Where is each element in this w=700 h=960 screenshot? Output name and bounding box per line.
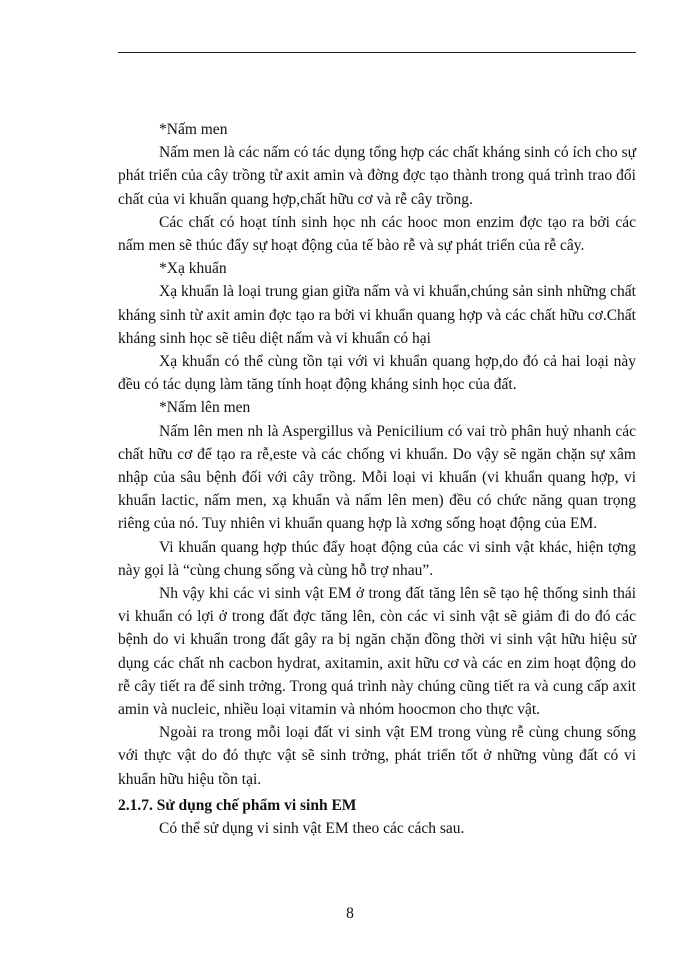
subheading-nam-men: *Nấm men	[159, 121, 228, 138]
header-rule	[118, 52, 636, 53]
paragraph: Ngoài ra trong mỗi loại đất vi sinh vật EM trong vùng rễ cùng chung sống với thực vật do đó thực vật sẽ sinh trởng, phát triển tốt ở những vùng đất có vi khuẩn hữu hiệu tồn tại.	[118, 724, 636, 788]
paragraph: Xạ khuẩn có thể cùng tồn tại với vi khuẩn quang hợp,do đó cả hai loại này đều có tác dụng làm tăng tính hoạt động kháng sinh học của đất.	[118, 353, 636, 394]
paragraph: Vi khuẩn quang hợp thúc đẩy hoạt động của các vi sinh vật khác, hiện tợng này gọi là “cùng chung sống và cùng hỗ trợ nhau”.	[118, 538, 636, 579]
subheading-xa-khuan: *Xạ khuẩn	[159, 260, 227, 278]
paragraph: Các chất có hoạt tính sinh học nh các hooc mon enzim đợc tạo ra bởi các nấm men sẽ thúc đẩy sự hoạt động của tế bào rễ và sự phát triển của rễ cây.	[118, 213, 636, 255]
paragraph: Có thể sử dụng vi sinh vật EM theo các cách sau.	[159, 820, 465, 838]
paragraph: Xạ khuẩn là loại trung gian giữa nấm và vi khuẩn,chúng sản sinh những chất kháng sinh từ axit amin đợc tạo ra bởi vi khuẩn quang hợp và các chất hữu cơ.Chất kháng sinh học sẽ tiêu diệt nấm và vi khuẩn có hại	[118, 283, 636, 347]
paragraph: Nh vậy khi các vi sinh vật EM ở trong đất tăng lên sẽ tạo hệ thống sinh thái vi khuẩn có lợi ở trong đất đợc tăng lên, còn các vi sinh vật sẽ giảm đi do đó các bệnh do vi khuẩn trong đất gây ra bị ngăn chặn đồng thời vi sinh vật hữu hiệu sử dụng các chất nh cacbon hydrat, axitamin, axit hữu cơ và các en zim hoạt động do rễ cây tiết ra để sinh trởng. Trong quá trình này chúng cũng tiết ra và cung cấp axit amin và nucleic, nhiều loại vitamin và nhóm hoocmon cho thực vật.	[118, 585, 636, 719]
paragraph: Nấm lên men nh là Aspergillus và Penicilium có vai trò phân huỷ nhanh các chất hữu cơ để tạo ra rễ,este và các chống vi khuẩn. Do vậy sẽ ngăn chặn sự xâm nhập của sâu bệnh đối với cây trồng. Mỗi loại vi khuẩn (vi khuẩn quang hợp, vi khuẩn lactic, nấm men, xạ khuẩn và nấm lên men) đều có chức năng quan trọng riêng của nó. Tuy nhiên vi khuẩn quang hợp là xơng sống hoạt động của EM.	[118, 422, 636, 533]
page-body	[118, 118, 636, 840]
section-heading: 2.1.7. Sử dụng chế phẩm vi sinh EM	[118, 796, 357, 814]
paragraph: Nấm men là các nấm có tác dụng tổng hợp các chất kháng sinh có ích cho sự phát triển của cây trồng từ axit amin và đờng đợc tạo thành trong quá trình trao đổi chất của vi khuẩn quang hợp,chất hữu cơ và rễ cây trồng.	[118, 144, 636, 208]
subheading-nam-len-men: *Nấm lên men	[159, 399, 251, 417]
page-number: 8	[346, 905, 354, 922]
